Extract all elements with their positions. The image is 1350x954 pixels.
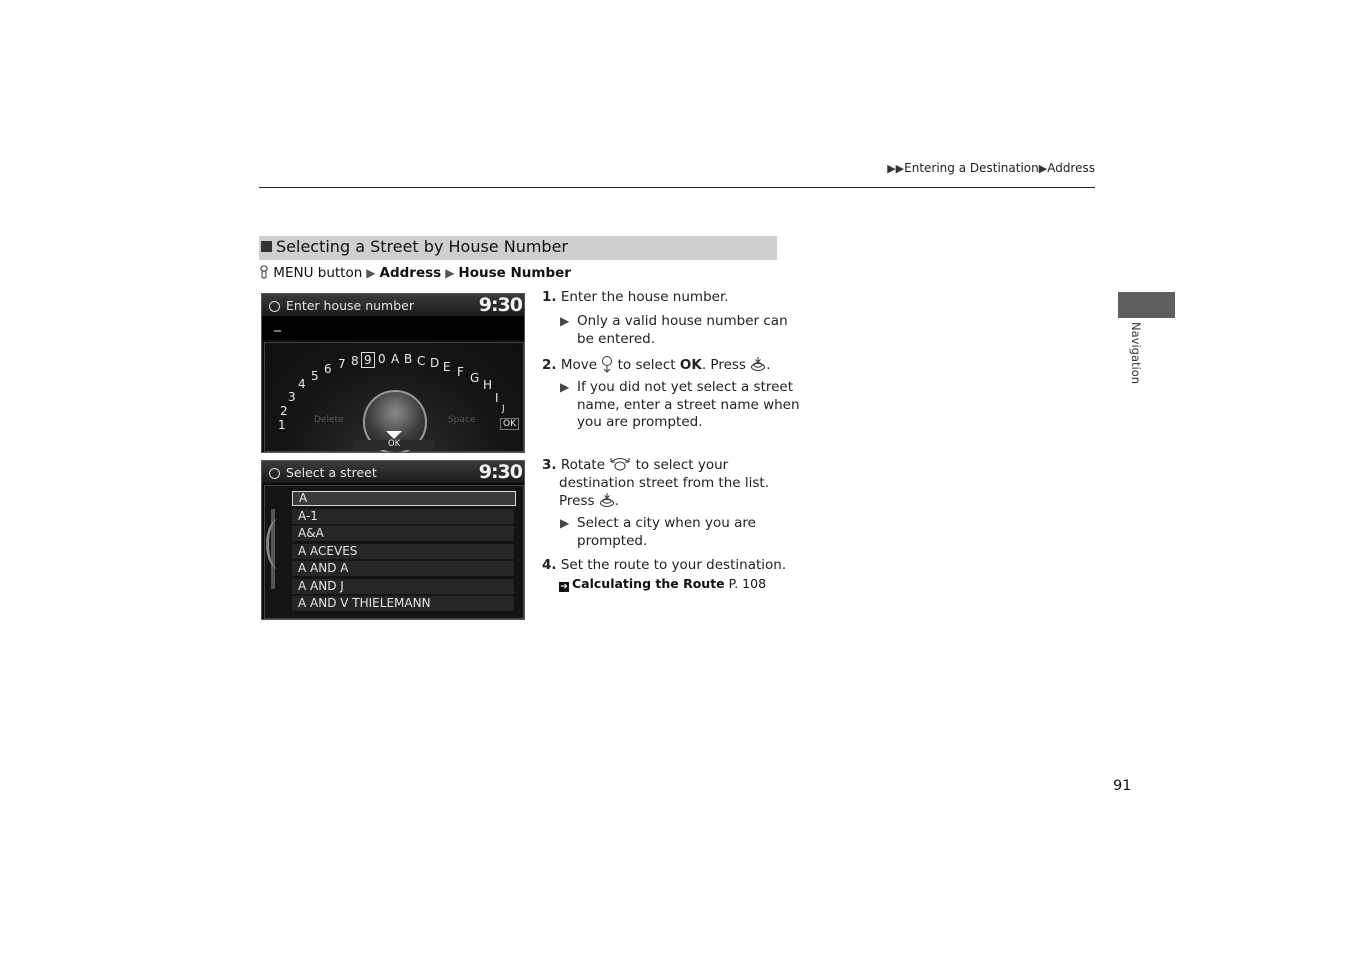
key[interactable]: I [495,391,499,405]
step-text: Enter the house number. [560,289,729,305]
step-text: . Press [701,357,746,373]
step-text: destination street from the list. [559,474,769,491]
step-text: Move [560,357,598,373]
note-text: prompted. [577,532,648,549]
breadcrumb-item[interactable]: Entering a Destination [904,161,1039,175]
key[interactable]: A [391,352,400,366]
arrow-icon: ▶▶ [887,162,905,175]
note-text: Select a city when you are [577,515,756,531]
menu-path-address: Address [379,265,442,281]
note-text: you are prompted. [577,414,703,430]
note-1 [560,313,788,348]
note-text: be entered. [577,330,656,347]
square-bullet-icon [261,241,272,252]
navigation-icon [269,468,280,479]
section-title-text: Selecting a Street by House Number [276,237,568,256]
key[interactable]: G [470,371,480,385]
navigation-icon [269,301,280,312]
key[interactable]: F [457,365,464,379]
arrow-icon: ▶ [445,266,455,280]
step-number: 1. [542,289,557,305]
key[interactable]: H [483,378,493,392]
list-item[interactable]: A AND V THIELEMANN [292,596,514,611]
input-cursor: _ [274,316,281,332]
note-text: name, enter a street name when [577,396,800,413]
note-text: If you did not yet select a street [577,379,794,395]
step-2 [542,355,771,375]
chapter-label: Navigation [1129,322,1143,385]
house-number-screen [261,293,525,453]
step-number: 3. [542,457,557,473]
space-label[interactable]: Space [448,415,476,425]
key[interactable]: 7 [338,357,346,371]
screen-title: Enter house number [286,298,414,313]
step-1 [542,289,729,307]
menu-path [259,265,571,281]
section-title [261,237,568,256]
key[interactable]: 6 [324,362,332,376]
step-text: . [766,357,771,373]
note-3 [560,515,756,550]
rotate-knob-icon [609,456,631,472]
key[interactable]: 1 [278,418,286,432]
clock: 9:30 [478,294,522,316]
key[interactable]: C [417,354,426,368]
key[interactable]: 5 [311,369,319,383]
ok-bar[interactable] [354,440,434,450]
key[interactable]: 4 [298,377,306,391]
breadcrumb [887,161,1095,175]
cross-reference-icon: ➔ [560,582,568,592]
arrow-icon: ▶ [560,380,570,394]
page-number: 91 [1113,778,1132,794]
down-arrow-icon [386,431,402,439]
cross-reference[interactable] [559,576,766,592]
arrow-icon: ▶ [560,516,570,530]
ok-label: OK [388,439,401,449]
arrow-icon: ▶ [366,266,376,280]
key-selected[interactable]: 9 [361,352,375,368]
step-3 [542,456,769,511]
step-text: to select [617,357,676,373]
key[interactable]: 3 [288,390,296,404]
list-item[interactable]: A&A [292,526,514,541]
header-rule [259,187,1095,188]
step-text: to select your [635,457,729,473]
step-4 [542,557,786,575]
step-text: Rotate [560,457,606,473]
menu-button-icon [259,265,269,279]
clock: 9:30 [478,461,522,483]
list-item[interactable]: A ACEVES [292,544,514,559]
key[interactable]: J [502,404,505,414]
step-number: 4. [542,557,557,573]
dial-edge-icon [266,519,291,569]
joystick-move-icon [601,355,613,373]
key[interactable]: 2 [280,404,288,418]
delete-label[interactable]: Delete [314,415,344,425]
ok-label: OK [679,357,702,373]
key-ok[interactable]: OK [500,418,519,430]
key[interactable]: D [430,356,440,370]
step-text: Press [559,493,595,509]
xref-label[interactable]: Calculating the Route [572,576,725,591]
menu-path-house-number: House Number [458,265,571,281]
step-number: 2. [542,357,557,373]
list-item[interactable]: A [292,491,516,506]
list-item[interactable]: A AND J [292,579,514,594]
breadcrumb-item[interactable]: Address [1047,161,1095,175]
key[interactable]: B [404,352,413,366]
note-text: Only a valid house number can [577,313,788,329]
list-item[interactable]: A AND A [292,561,514,576]
key[interactable]: 0 [378,352,386,366]
select-street-screen [261,460,525,620]
arrow-icon: ▶ [1038,162,1048,175]
key[interactable]: E [443,360,451,374]
press-knob-icon [599,492,615,508]
chapter-tab [1118,292,1175,318]
list-item[interactable]: A-1 [292,509,514,524]
press-knob-icon [750,356,766,372]
step-text: Set the route to your destination. [560,557,787,573]
arrow-icon: ▶ [560,314,570,328]
input-field[interactable] [262,316,524,340]
step-text: . [614,493,620,509]
xref-page[interactable]: P. 108 [728,576,767,591]
screen-title: Select a street [286,465,377,480]
note-2 [560,379,800,432]
key[interactable]: 8 [351,354,359,368]
menu-path-start: MENU button [273,265,363,281]
